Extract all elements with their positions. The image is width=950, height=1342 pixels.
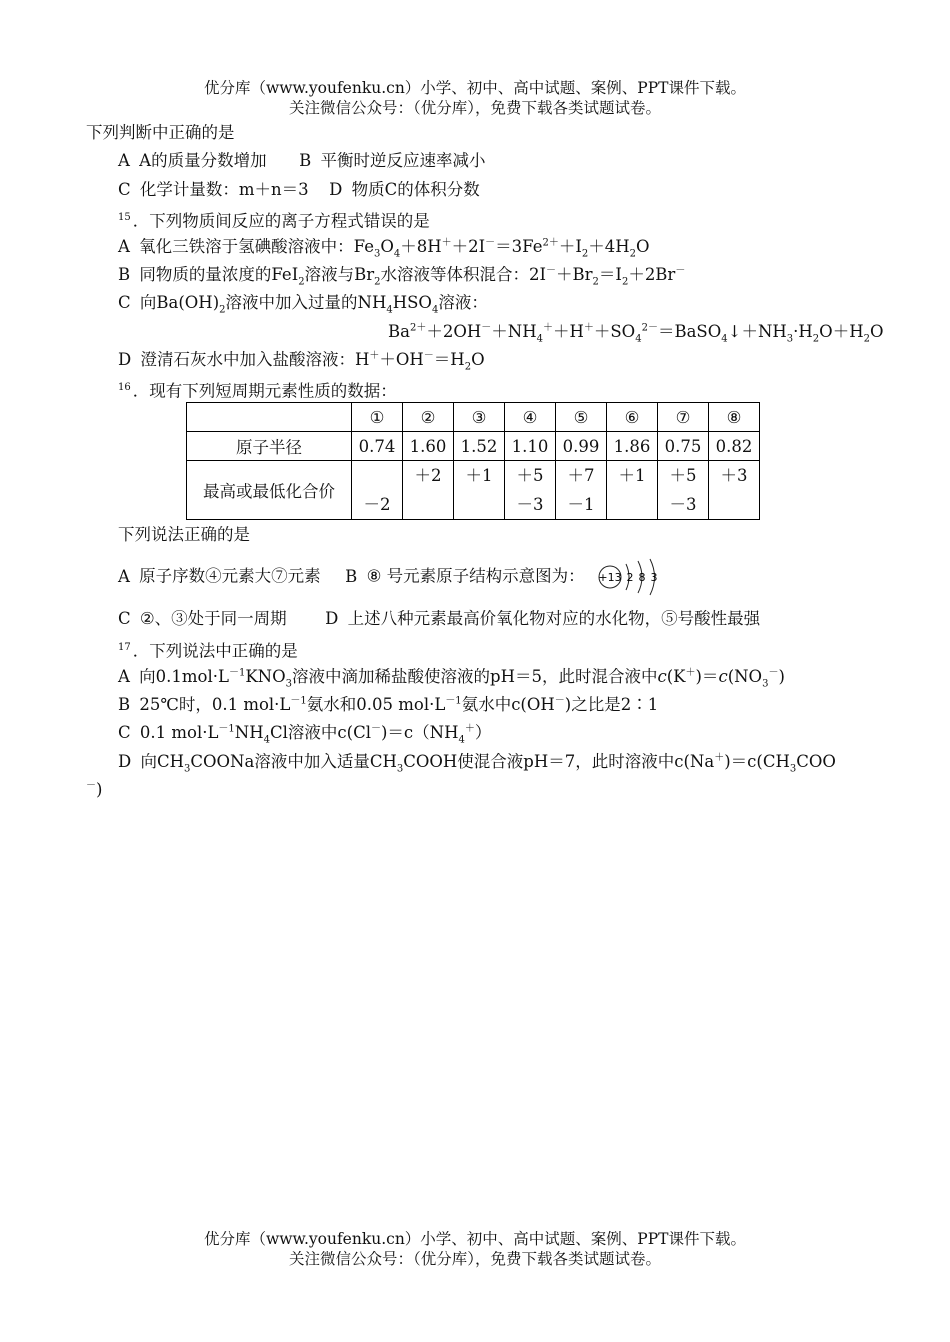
row-label: 最高或最低化合价 (187, 461, 352, 520)
highest-valence: ＋3 (720, 466, 748, 485)
q15-stem-line (118, 207, 430, 233)
header-line-2: 关注微信公众号：（优分库），免费下载各类试题试卷。 (288, 99, 661, 117)
q15-option-b (118, 264, 685, 286)
q16-prompt: 下列说法正确的是 (118, 525, 250, 544)
header-line-1: 优分库（www.youfenku.cn）小学、初中、高中试题、案例、PPT课件下载。 (203, 79, 747, 97)
page-footer (0, 1229, 950, 1269)
radius-cell: 0.74 (352, 432, 403, 461)
highest-valence: ＋7 (567, 466, 595, 485)
row-label: 原子半径 (187, 432, 352, 461)
q14-a-label: A (118, 151, 130, 170)
q15-c-text: 向$Ba(OH)_2$溶液中加入过量的$NH_4HSO_4$溶液： (139, 293, 488, 316)
highest-valence: ＋1 (618, 466, 646, 485)
valence-cell (709, 461, 760, 520)
shell-electron-count: 8 (638, 571, 646, 584)
q16-options-cd (118, 608, 760, 630)
q17-b-label: B (118, 695, 131, 714)
q14-a-text: A的质量分数增加 (139, 151, 267, 170)
highest-valence: ＋5 (516, 466, 544, 485)
q14-b-text: 平衡时逆反应速率减小 (320, 151, 486, 170)
highest-valence: ＋1 (465, 466, 493, 485)
footer-line-1: 优分库（www.youfenku.cn）小学、初中、高中试题、案例、PPT课件下载。 (203, 1230, 747, 1248)
q14-stem: 下列判断中正确的是 (86, 123, 235, 142)
column-header: ⑤ (556, 403, 607, 432)
nucleus-charge: +13 (598, 571, 622, 584)
shell-electron-count: 3 (650, 571, 658, 584)
shell-electron-count: 2 (626, 571, 634, 584)
q17-d-label: D (118, 752, 132, 771)
highest-valence: ＋5 (669, 466, 697, 485)
q14-options-ab (118, 150, 485, 172)
q15-d-label: D (118, 350, 132, 369)
valence-cell (607, 461, 658, 520)
lowest-valence (607, 490, 657, 519)
valence-cell (505, 461, 556, 520)
q15-stem: ．下列物质间反应的离子方程式错误的是 (132, 211, 430, 231)
table-row-radius (187, 432, 760, 461)
q16-a-label: A (118, 566, 130, 586)
table-row-valence (187, 461, 760, 520)
q15-d-text: 澄清石灰水中加入盐酸溶液：$H^++OH^-=H_2O$ (140, 350, 485, 373)
q17-d-text: 向$CH_3COONa$溶液中加入适量$CH_3COOH$使混合液pH＝7，此时溶液中$c(Na^+)=c(CH_3COO$ (140, 752, 836, 775)
q17-b-text: 25℃时，0.1 $mol\cdot L^{-1}$氨水和0.05 $mol\cdot L^{-1}$氨水中c(OH－)之比是2∶1 (139, 695, 659, 714)
highest-valence: ＋2 (414, 466, 442, 485)
footer-line-2: 关注微信公众号：（优分库），免费下载各类试题试卷。 (288, 1250, 661, 1268)
q16-d-label: D (325, 609, 339, 628)
atom-structure-diagram (596, 556, 666, 598)
lowest-valence: －3 (516, 495, 544, 514)
table-header-row (187, 403, 760, 432)
radius-cell: 0.99 (556, 432, 607, 461)
lowest-valence (709, 490, 759, 519)
q14-options-cd (118, 179, 480, 201)
q16-stem: ．现有下列短周期元素性质的数据： (132, 381, 397, 401)
valence-cell (352, 461, 403, 520)
q17-stem: ．下列说法中正确的是 (132, 641, 298, 661)
page-header (0, 78, 950, 118)
q16-b-label: B (345, 566, 358, 586)
element-properties-table (186, 402, 760, 520)
column-header: ① (352, 403, 403, 432)
highest-valence (352, 461, 402, 490)
q15-option-c-equation: $Ba^{2+}+2OH^-+NH_4^++H^++SO_4^{2-}=BaSO_4↓+NH_3\cdot H_2O+H_2O$ (388, 322, 884, 345)
q15-option-a (118, 236, 650, 258)
q15-b-label: B (118, 265, 131, 284)
q17-a-label: A (118, 667, 130, 686)
q16-c-text: ②、③处于同一周期 (139, 609, 287, 628)
column-header: ② (403, 403, 454, 432)
valence-cell (454, 461, 505, 520)
q15-a-text: 氧化三铁溶于氢碘酸溶液中：$Fe_3O_4+8H^++2I^-=3Fe^{2+}+I_2+4H_2O$ (139, 237, 650, 260)
q14-d-label: D (329, 180, 343, 199)
radius-cell: 0.82 (709, 432, 760, 461)
column-header: ⑥ (607, 403, 658, 432)
q16-a-text: 原子序数④元素大⑦元素 (139, 566, 321, 586)
radius-cell: 1.52 (454, 432, 505, 461)
q15-b-text: 同物质的量浓度的FeI$_2$溶液与$Br_2$水溶液等体积混合：$2I^-+Br_2=I_2+2Br^-$ (139, 265, 686, 288)
q16-number: 16 (118, 382, 131, 393)
q16-options-ab (118, 556, 666, 596)
radius-cell: 1.86 (607, 432, 658, 461)
table-corner-cell (187, 403, 352, 432)
valence-cell (556, 461, 607, 520)
q17-option-b (118, 694, 658, 716)
q14-c-text: 化学计量数：m＋n＝3 (139, 180, 309, 199)
q17-c-label: C (118, 723, 131, 742)
q15-option-d (118, 349, 485, 371)
q15-option-c (118, 292, 488, 314)
q16-b-text: ⑧ 号元素原子结构示意图为： (366, 566, 585, 586)
q17-option-a (118, 666, 785, 688)
valence-cell (658, 461, 709, 520)
lowest-valence: －1 (567, 495, 595, 514)
q15-a-label: A (118, 237, 130, 256)
q14-b-label: B (299, 151, 312, 170)
lowest-valence (454, 490, 504, 519)
lowest-valence (403, 490, 453, 519)
radius-cell: 0.75 (658, 432, 709, 461)
column-header: ③ (454, 403, 505, 432)
lowest-valence: －3 (669, 495, 697, 514)
radius-cell: 1.60 (403, 432, 454, 461)
q16-d-text: 上述八种元素最高价氧化物对应的水化物，⑤号酸性最强 (347, 609, 761, 628)
q15-c-label: C (118, 293, 131, 312)
valence-cell (403, 461, 454, 520)
q16-stem-line (118, 377, 397, 403)
q17-c-text: 0.1 $mol\cdot L^{-1}NH_4Cl$溶液中$c(Cl^-)=c(NH_4^+)$ (139, 723, 492, 746)
column-header: ⑧ (709, 403, 760, 432)
radius-cell: 1.10 (505, 432, 556, 461)
q14-c-label: C (118, 180, 131, 199)
column-header: ⑦ (658, 403, 709, 432)
q17-number: 17 (118, 642, 131, 653)
q17-option-d (118, 751, 836, 773)
column-header: ④ (505, 403, 556, 432)
q16-c-label: C (118, 609, 131, 628)
q17-option-d-wrap: －) (86, 780, 103, 799)
lowest-valence: －2 (363, 495, 391, 514)
q14-d-text: 物质C的体积分数 (351, 180, 480, 199)
q17-option-c (118, 722, 491, 744)
q17-a-text: 向$0.1mol\cdot L^{-1}KNO_3$溶液中滴加稀盐酸使溶液的pH＝5，此时混合液中$c(K^+)=c(NO_3^-)$ (139, 667, 785, 690)
q17-stem-line (118, 637, 298, 663)
q15-number: 15 (118, 212, 131, 223)
